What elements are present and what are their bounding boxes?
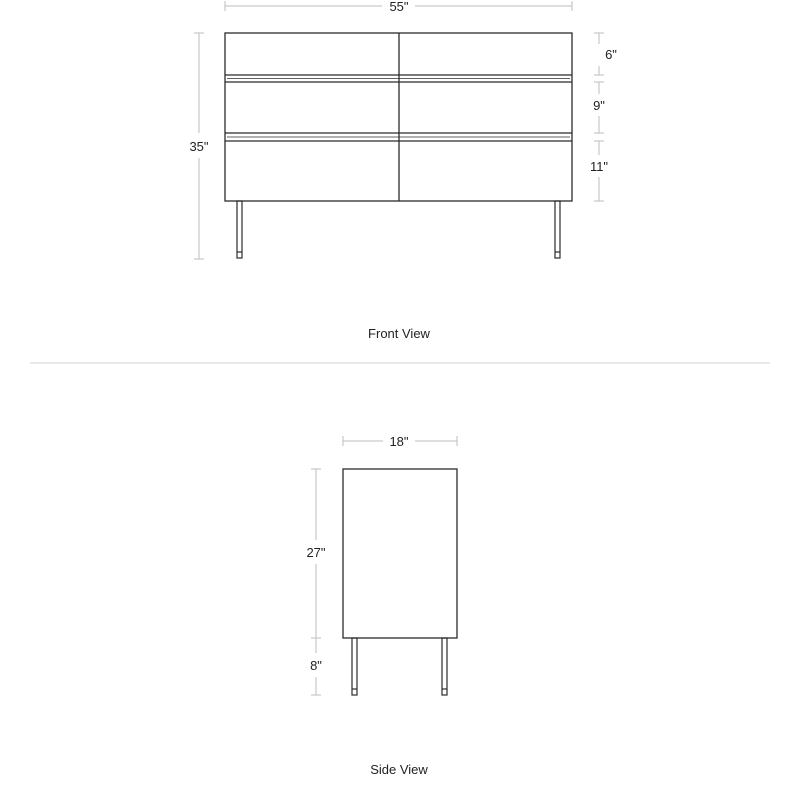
side-depth-label: 18" <box>389 434 409 449</box>
side-view-caption: Side View <box>370 762 428 777</box>
front-legs <box>237 201 560 258</box>
front-width-label: 55" <box>389 0 409 14</box>
drawer-3-height-label: 11" <box>589 159 609 174</box>
front-view <box>189 0 617 341</box>
side-body-height-label: 27" <box>306 545 326 560</box>
side-leg-height-label: 8" <box>310 658 322 673</box>
side-cabinet <box>343 469 457 638</box>
drawer-dimension-lines <box>594 33 604 201</box>
front-view-caption: Front View <box>368 326 430 341</box>
drawer-1-height-label: 6" <box>605 47 617 62</box>
drawer-2-height-label: 9" <box>593 98 605 113</box>
side-view <box>306 434 457 777</box>
side-legs <box>352 638 447 695</box>
front-cabinet <box>225 33 572 201</box>
front-height-label: 35" <box>189 139 209 154</box>
